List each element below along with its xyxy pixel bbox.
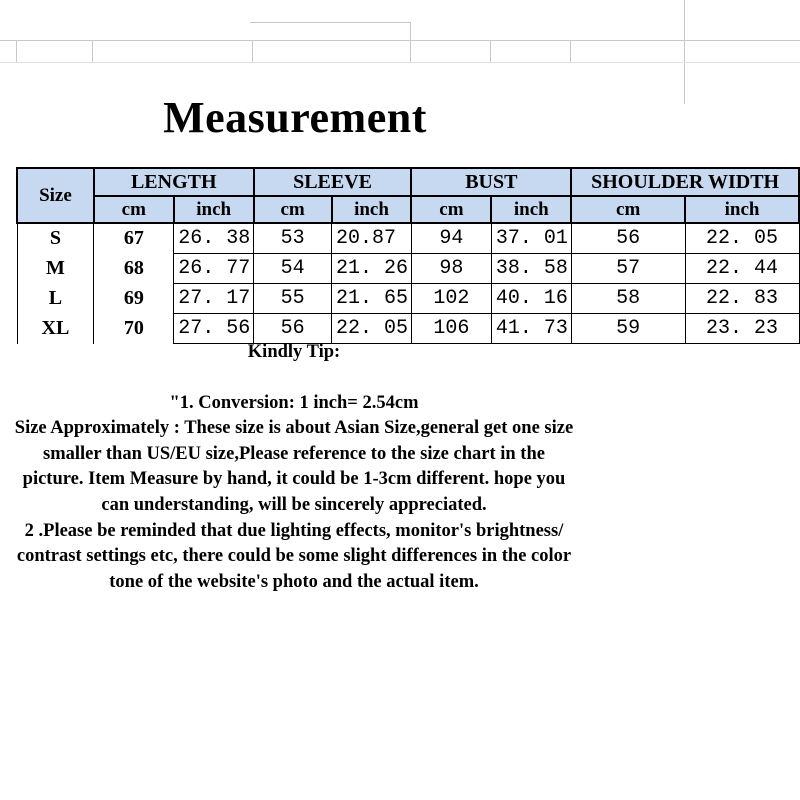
unit-header-cm: cm (94, 196, 174, 223)
grid-line-v (410, 22, 411, 62)
unit-header-cm: cm (571, 196, 685, 223)
size-header: Size (17, 168, 94, 223)
sleeve-inch-cell: 21. 26 (332, 254, 412, 284)
sleeve-inch-cell: 21. 65 (332, 284, 412, 314)
bust-inch-cell: 40. 16 (491, 284, 571, 314)
header-row-groups (17, 168, 799, 196)
bust-inch-cell: 41. 73 (491, 314, 571, 344)
unit-header-inch: inch (332, 196, 412, 223)
size-cell: M (17, 254, 94, 284)
grid-line-top-2 (250, 22, 410, 23)
sleeve-cm-cell: 55 (254, 284, 332, 314)
length-inch-cell: 27. 56 (174, 314, 254, 344)
shoulder-cm-cell: 59 (571, 314, 685, 344)
shoulder-inch-cell: 23. 23 (685, 314, 799, 344)
length-inch-cell: 27. 17 (174, 284, 254, 314)
shoulder-cm-cell: 56 (571, 223, 685, 254)
unit-header-inch: inch (685, 196, 799, 223)
length-cm-cell: 70 (94, 314, 174, 344)
size-chart-table (16, 167, 800, 344)
bust-cm-cell: 98 (411, 254, 491, 284)
tip-conversion: "1. Conversion: 1 inch= 2.54cm (169, 392, 419, 413)
shoulder-cm-cell: 57 (571, 254, 685, 284)
page-title: Measurement (163, 93, 427, 142)
tip-color-note: 2 .Please be reminded that due lighting effects, monitor's brightness/ contrast settings etc, there could be some slight differences in the color tone of the website's photo and the actual item. (16, 520, 572, 592)
table-row (17, 314, 799, 344)
bust-cm-cell: 102 (411, 284, 491, 314)
shoulder-inch-cell: 22. 05 (685, 223, 799, 254)
length-cm-cell: 69 (94, 284, 174, 314)
sleeve-cm-cell: 53 (254, 223, 332, 254)
bust-cm-cell: 94 (411, 223, 491, 254)
shoulder-inch-cell: 22. 83 (685, 284, 799, 314)
sleeve-cm-cell: 56 (254, 314, 332, 344)
size-cell: L (17, 284, 94, 314)
length-inch-cell: 26. 77 (174, 254, 254, 284)
unit-header-cm: cm (411, 196, 491, 223)
grid-line-v (490, 40, 491, 62)
unit-header-cm: cm (254, 196, 332, 223)
length-cm-cell: 67 (94, 223, 174, 254)
sleeve-cm-cell: 54 (254, 254, 332, 284)
grid-line-top-3 (0, 62, 800, 63)
grid-line-v (570, 40, 571, 62)
kindly-tip-section (14, 340, 574, 595)
bust-cm-cell: 106 (411, 314, 491, 344)
tip-heading: Kindly Tip: (247, 342, 341, 362)
grid-line-v (684, 0, 685, 104)
bust-header: BUST (411, 168, 571, 196)
length-header: LENGTH (94, 168, 254, 196)
size-cell: XL (17, 314, 94, 344)
header-row-units (17, 196, 799, 223)
length-inch-cell: 26. 38 (174, 223, 254, 254)
size-cell: S (17, 223, 94, 254)
grid-line-v (252, 40, 253, 62)
grid-line-top (0, 40, 800, 41)
sleeve-inch-cell: 20.87 (332, 223, 412, 254)
bust-inch-cell: 37. 01 (491, 223, 571, 254)
table-row (17, 223, 799, 254)
table-row (17, 284, 799, 314)
shoulder-cm-cell: 58 (571, 284, 685, 314)
bust-inch-cell: 38. 58 (491, 254, 571, 284)
shoulder-inch-cell: 22. 44 (685, 254, 799, 284)
unit-header-inch: inch (491, 196, 571, 223)
sleeve-header: SLEEVE (254, 168, 412, 196)
shoulder-width-header: SHOULDER WIDTH (571, 168, 799, 196)
sleeve-inch-cell: 22. 05 (332, 314, 412, 344)
table-row (17, 254, 799, 284)
length-cm-cell: 68 (94, 254, 174, 284)
grid-line-v (16, 40, 17, 62)
grid-line-v (92, 40, 93, 62)
unit-header-inch: inch (174, 196, 254, 223)
tip-size-note: Size Approximately : These size is about Asian Size,general get one size smaller than US/EU size,Please reference to the size chart in the picture. Item Measure by hand, it could be 1-3cm different. hope you can understanding, will be sincerely appreciated. (14, 418, 574, 515)
